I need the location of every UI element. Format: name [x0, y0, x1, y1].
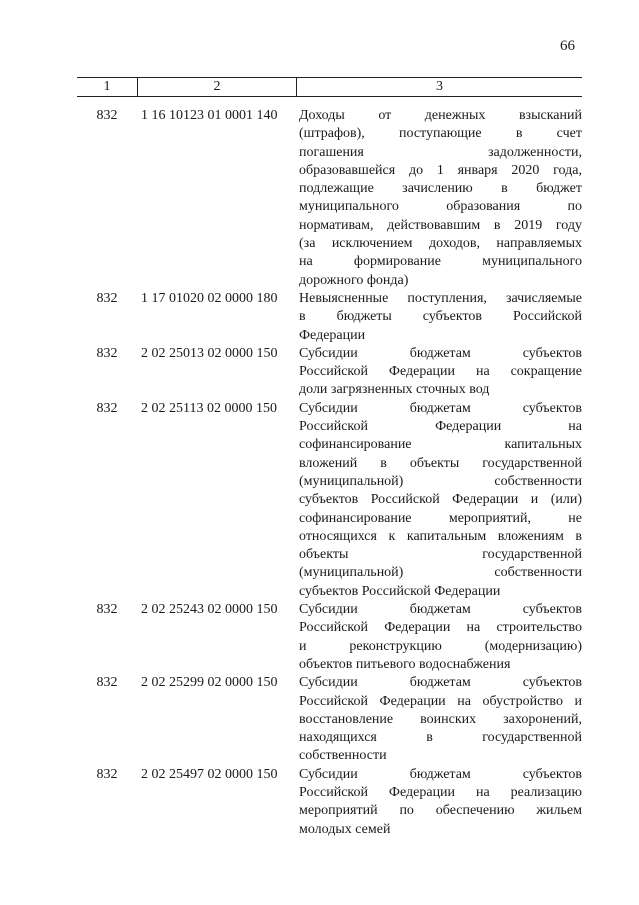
income-description: [295, 400, 582, 601]
description-line: образовавшейся до 1 января 2020 года,: [299, 162, 582, 178]
description-line: (штрафов), поступающие в счет: [299, 126, 582, 142]
description-line: Субсидии бюджетам субъектов: [299, 766, 582, 782]
description-line: (муниципальной) собственности: [299, 473, 582, 489]
description-line: объекты государственной: [299, 547, 582, 563]
description-line: (за исключением доходов, направляемых: [299, 236, 582, 252]
budget-classification-code: 2 02 25299 02 0000 150: [141, 675, 278, 691]
description-line: мероприятий по обеспечению жильем: [299, 803, 582, 819]
description-line: Субсидии бюджетам субъектов: [299, 602, 582, 618]
header-col-3: 3: [436, 79, 443, 94]
income-description: [295, 674, 582, 765]
description-line: восстановление воинских захоронений,: [299, 711, 582, 727]
budget-classification-code: 1 16 10123 01 0001 140: [141, 108, 278, 123]
budget-classification-code: 2 02 25497 02 0000 150: [141, 766, 278, 782]
header-col-2: 2: [138, 78, 297, 96]
admin-code: 832: [96, 400, 118, 416]
description-line: Доходы от денежных взысканий: [299, 108, 582, 123]
table-row: [77, 601, 582, 674]
description-line: подлежащие зачислению в бюджет: [299, 181, 582, 197]
description-line: на формирование муниципального: [299, 254, 582, 270]
income-description: [295, 107, 582, 290]
admin-code: 832: [96, 290, 118, 306]
budget-classification-code: 2 02 25113 02 0000 150: [141, 400, 277, 416]
description-line: Российской Федерации на: [299, 419, 582, 435]
table-body: [77, 107, 582, 839]
admin-code: 832: [96, 602, 118, 618]
admin-code: 832: [96, 108, 118, 123]
header-col-1: 1: [77, 78, 138, 96]
description-line: доли загрязненных сточных вод: [299, 382, 490, 398]
description-line: Федерации: [299, 327, 366, 343]
admin-code: 832: [96, 675, 118, 691]
income-description: [295, 766, 582, 839]
description-line: Российской Федерации на обустройство и: [299, 693, 582, 709]
page-number: 66: [560, 38, 575, 54]
table-row: [77, 345, 582, 400]
description-line: относящихся к капитальным вложениям в: [299, 528, 582, 544]
description-line: погашения задолженности,: [299, 144, 582, 160]
description-line: и реконструкцию (модернизацию): [299, 638, 582, 654]
description-line: нормативам, действовавшим в 2019 году: [299, 217, 582, 233]
table-row: [77, 107, 582, 290]
description-line: софинансирование мероприятий, не: [299, 510, 582, 526]
description-line: дорожного фонда): [299, 272, 409, 288]
description-line: Российской Федерации на сокращение: [299, 364, 582, 380]
description-line: собственности: [299, 748, 387, 764]
description-line: софинансирование капитальных: [299, 437, 582, 453]
description-line: в бюджеты субъектов Российской: [299, 309, 582, 325]
table-row: [77, 766, 582, 839]
description-line: муниципального образования по: [299, 199, 582, 215]
budget-classification-code: 2 02 25013 02 0000 150: [141, 345, 278, 361]
income-description: [295, 345, 582, 400]
description-line: (муниципальной) собственности: [299, 565, 582, 581]
description-line: Невыясненные поступления, зачисляемые: [299, 290, 582, 306]
table-row: [77, 674, 582, 765]
admin-code: 832: [96, 766, 118, 782]
description-line: Субсидии бюджетам субъектов: [299, 400, 582, 416]
description-line: находящихся в государственной: [299, 730, 582, 746]
description-line: Российской Федерации на реализацию: [299, 784, 582, 800]
table-row: [77, 290, 582, 345]
budget-classification-code: 1 17 01020 02 0000 180: [141, 290, 278, 306]
description-line: вложений в объекты государственной: [299, 455, 582, 471]
description-line: Субсидии бюджетам субъектов: [299, 345, 582, 361]
description-line: Российской Федерации на строительство: [299, 620, 582, 636]
description-line: субъектов Российской Федерации и (или): [299, 492, 582, 508]
income-description: [295, 290, 582, 345]
income-description: [295, 601, 582, 674]
description-line: молодых семей: [299, 821, 391, 837]
budget-classification-code: 2 02 25243 02 0000 150: [141, 602, 278, 618]
description-line: субъектов Российской Федерации: [299, 583, 501, 599]
table-header: [77, 77, 582, 97]
description-line: Субсидии бюджетам субъектов: [299, 675, 582, 691]
description-line: объектов питьевого водоснабжения: [299, 656, 511, 672]
table-row: [77, 400, 582, 601]
admin-code: 832: [96, 345, 118, 361]
